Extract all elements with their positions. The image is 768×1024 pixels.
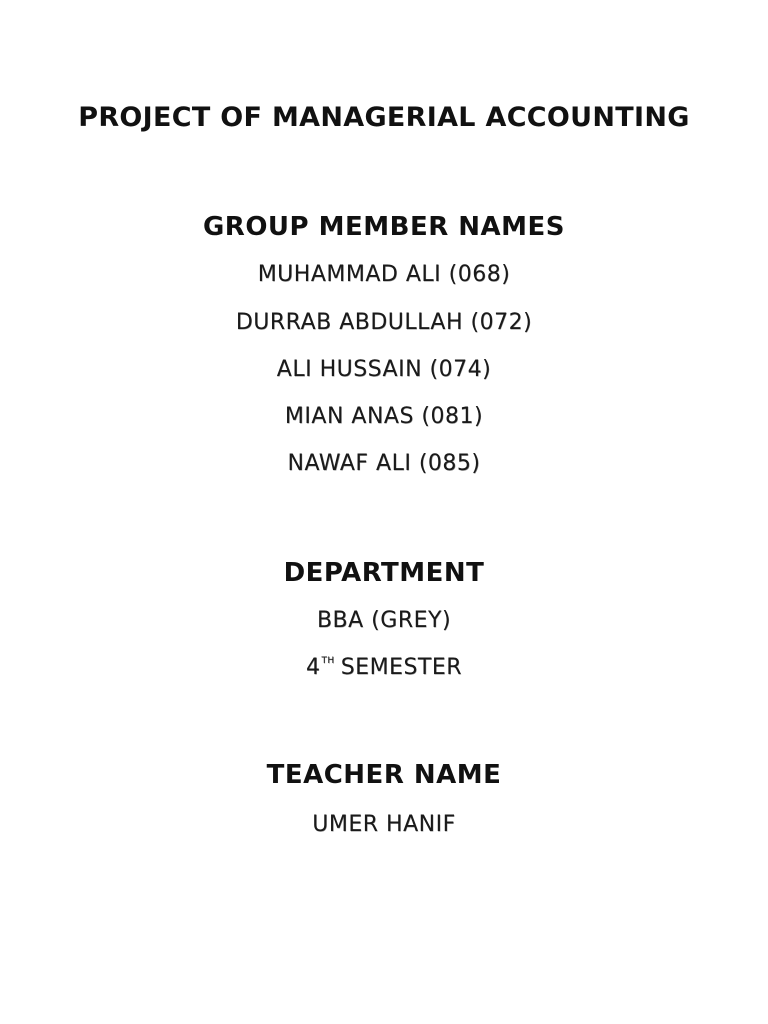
semester-number: 4 (305, 655, 321, 680)
semester-suffix: TH (321, 656, 335, 666)
member-name: NAWAF ALI (085) (287, 451, 481, 476)
member-name: MUHAMMAD ALI (068) (257, 262, 511, 287)
semester-label: SEMESTER (340, 655, 463, 680)
department-program: BBA (GREY) (316, 608, 452, 633)
semester-line (0, 657, 768, 679)
teacher-name: UMER HANIF (312, 812, 456, 837)
document-title: PROJECT OF MANAGERIAL ACCOUNTING (78, 102, 690, 133)
teacher-heading: TEACHER NAME (266, 760, 502, 790)
member-name: DURRAB ABDULLAH (072) (235, 310, 533, 335)
group-members-heading: GROUP MEMBER NAMES (202, 212, 566, 242)
member-name: MIAN ANAS (081) (284, 404, 484, 429)
member-name: ALI HUSSAIN (074) (276, 357, 492, 382)
department-heading: DEPARTMENT (283, 558, 485, 588)
